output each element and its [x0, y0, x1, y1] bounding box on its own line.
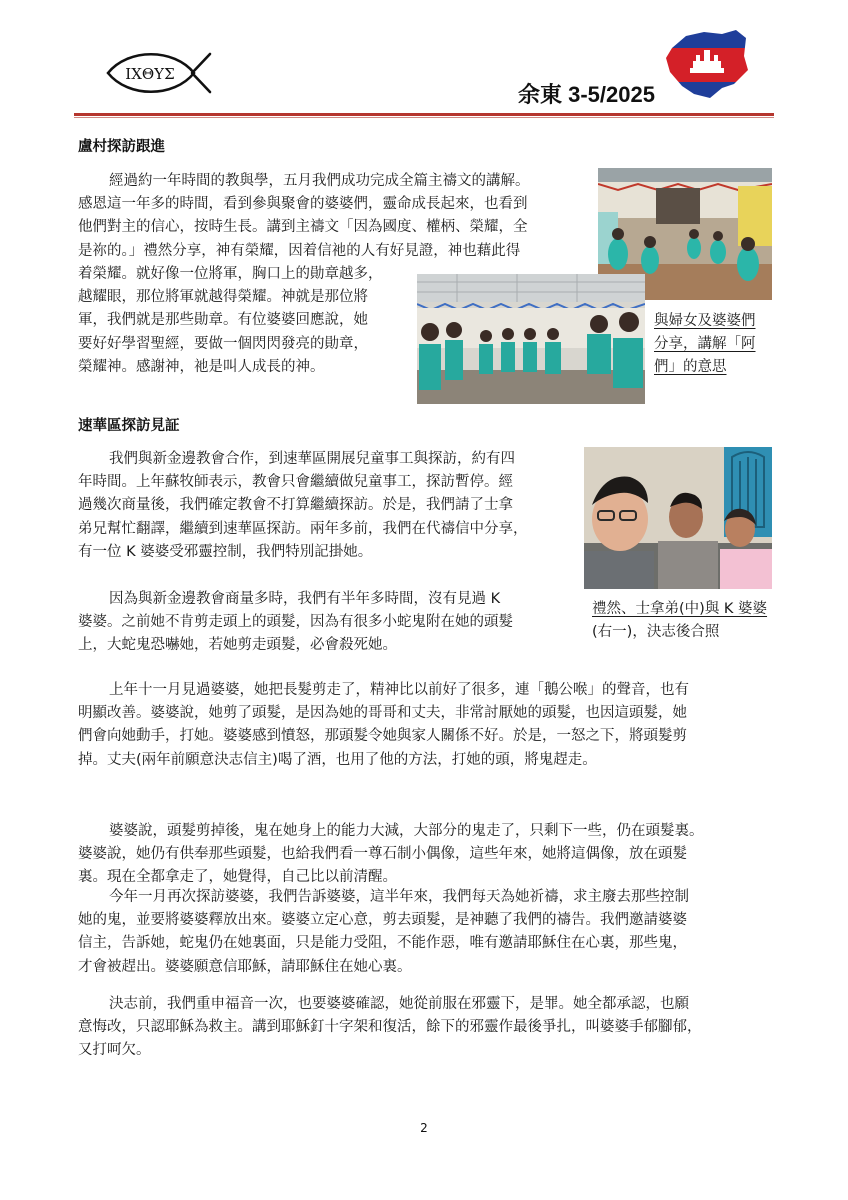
issue-date: 余東 3-5/2025 [518, 82, 655, 107]
section2-paragraph-2: 因為與新金邊教會商量多時，我們有半年多時間，沒有見過 K 婆婆。之前她不肯剪走頭上的頭髮，因為有很多小蛇鬼附在她的頭髮 上，大蛇鬼恐嚇她，若她剪走頭髮，必會殺死她。 [78, 591, 513, 654]
section2-paragraph-5: 今年一月再次探訪婆婆，我們告訴婆婆，這半年來，我們每天為她祈禱，求主廢去那些控制 她的鬼，並要將婆婆釋放出來。婆婆立定心意，剪去頭髮，是神聽了我們的禱告。我們邀請婆婆 信主，告訴她，蛇鬼仍在她裏面，只是能力受阻，不能作惡，唯有邀請耶穌住在心裏，那些鬼， 才會被趕出。婆婆願意信耶穌，請耶穌住在她心裏。 [78, 889, 689, 975]
header-rule-thin [74, 117, 774, 118]
photo-caption-selfie: 禮然、士拿弟(中)與 K 婆婆 (右一)，決志後合照 [592, 601, 768, 640]
section-heading-lu-village: 盧村探訪跟進 [78, 139, 165, 155]
photo-caption-women: 與婦女及婆婆們 分享，講解「阿 們」的意思 [654, 313, 756, 375]
section2-paragraph-6: 決志前，我們重申福音一次，也要婆婆確認，她從前服在邪靈下，是罪。她全都承認，也願 意悔改，只認耶穌為救主。講到耶穌釘十字架和復活，餘下的邪靈作最後爭扎，叫婆婆手郁腳郁， 又打呵欠。 [78, 996, 702, 1059]
section2-paragraph-4: 婆婆說，頭髮剪掉後，鬼在她身上的能力大減，大部分的鬼走了，只剩下一些，仍在頭髮裏。 婆婆說，她仍有供奉那些頭髮，也給我們看一尊石制小偶像，這些年來，她將這偶像，放在頭髮 裏。現在全都拿走了，她覺得，自己比以前清醒。 [78, 823, 704, 886]
page-number: 2 [420, 1121, 428, 1135]
svg-text:IXΘYΣ: IXΘYΣ [125, 65, 175, 83]
section2-paragraph-1: 我們與新金邊教會合作，到速華區開展兒童事工與探訪，約有四 年時間。上年蘇牧師表示，教會只會繼續做兒童事工，探訪暫停。經 過幾次商量後，我們確定教會不打算繼續探訪。於是，我們請了士拿 弟兄幫忙翻譯，繼續到速華區探訪。兩年多前，我們在代禱信中分享， 有一位 K 婆婆受邪靈控制，我們特別記掛她。 [78, 451, 528, 560]
ichthys-fish-logo [104, 50, 212, 96]
cambodia-flag-map-icon [664, 28, 750, 100]
photo-women-group-sharing [417, 274, 645, 404]
section2-paragraph-3: 上年十一月見過婆婆，她把長髮剪走了，精神比以前好了很多，連「鵝公喉」的聲音，也有 明顯改善。婆婆說，她剪了頭髮，是因為她的哥哥和丈夫，非常討厭她的頭髮，也因這頭髮，她 們會向她動手，打她。婆婆感到憤怒，那頭髮令她與家人關係不好。於是，一怒之下，將頭髮剪 掉。丈夫(兩年前願意決志信主)喝了酒，也用了他的方法，打她的頭，將鬼趕走。 [78, 682, 689, 768]
photo-selfie-k-grandma [584, 447, 772, 589]
section-heading-suhua-district: 速華區探訪見証 [78, 418, 180, 434]
header-rule [74, 113, 774, 116]
section1-paragraph: 經過約一年時間的教與學，五月我們成功完成全篇主禱文的講解。 感恩這一年多的時間，看到參與聚會的婆婆們，靈命成長起來，也看到 他們對主的信心，按時生長。講到主禱文「因為國度、權柄、榮耀，全 是祢的。」禮然分享，神有榮耀，因着信祂的人有好見證，神也藉此得 [78, 173, 530, 259]
section1-paragraph-continued: 着榮耀。就好像一位將軍，胸口上的勛章越多， 越耀眼，那位將軍就越得榮耀。神就是那位將 軍，我們就是那些勛章。有位婆婆回應說，她 要好好學習聖經，要做一個閃閃發亮的勛章， 榮耀神。感謝神，祂是叫人成長的神。 [78, 266, 383, 375]
